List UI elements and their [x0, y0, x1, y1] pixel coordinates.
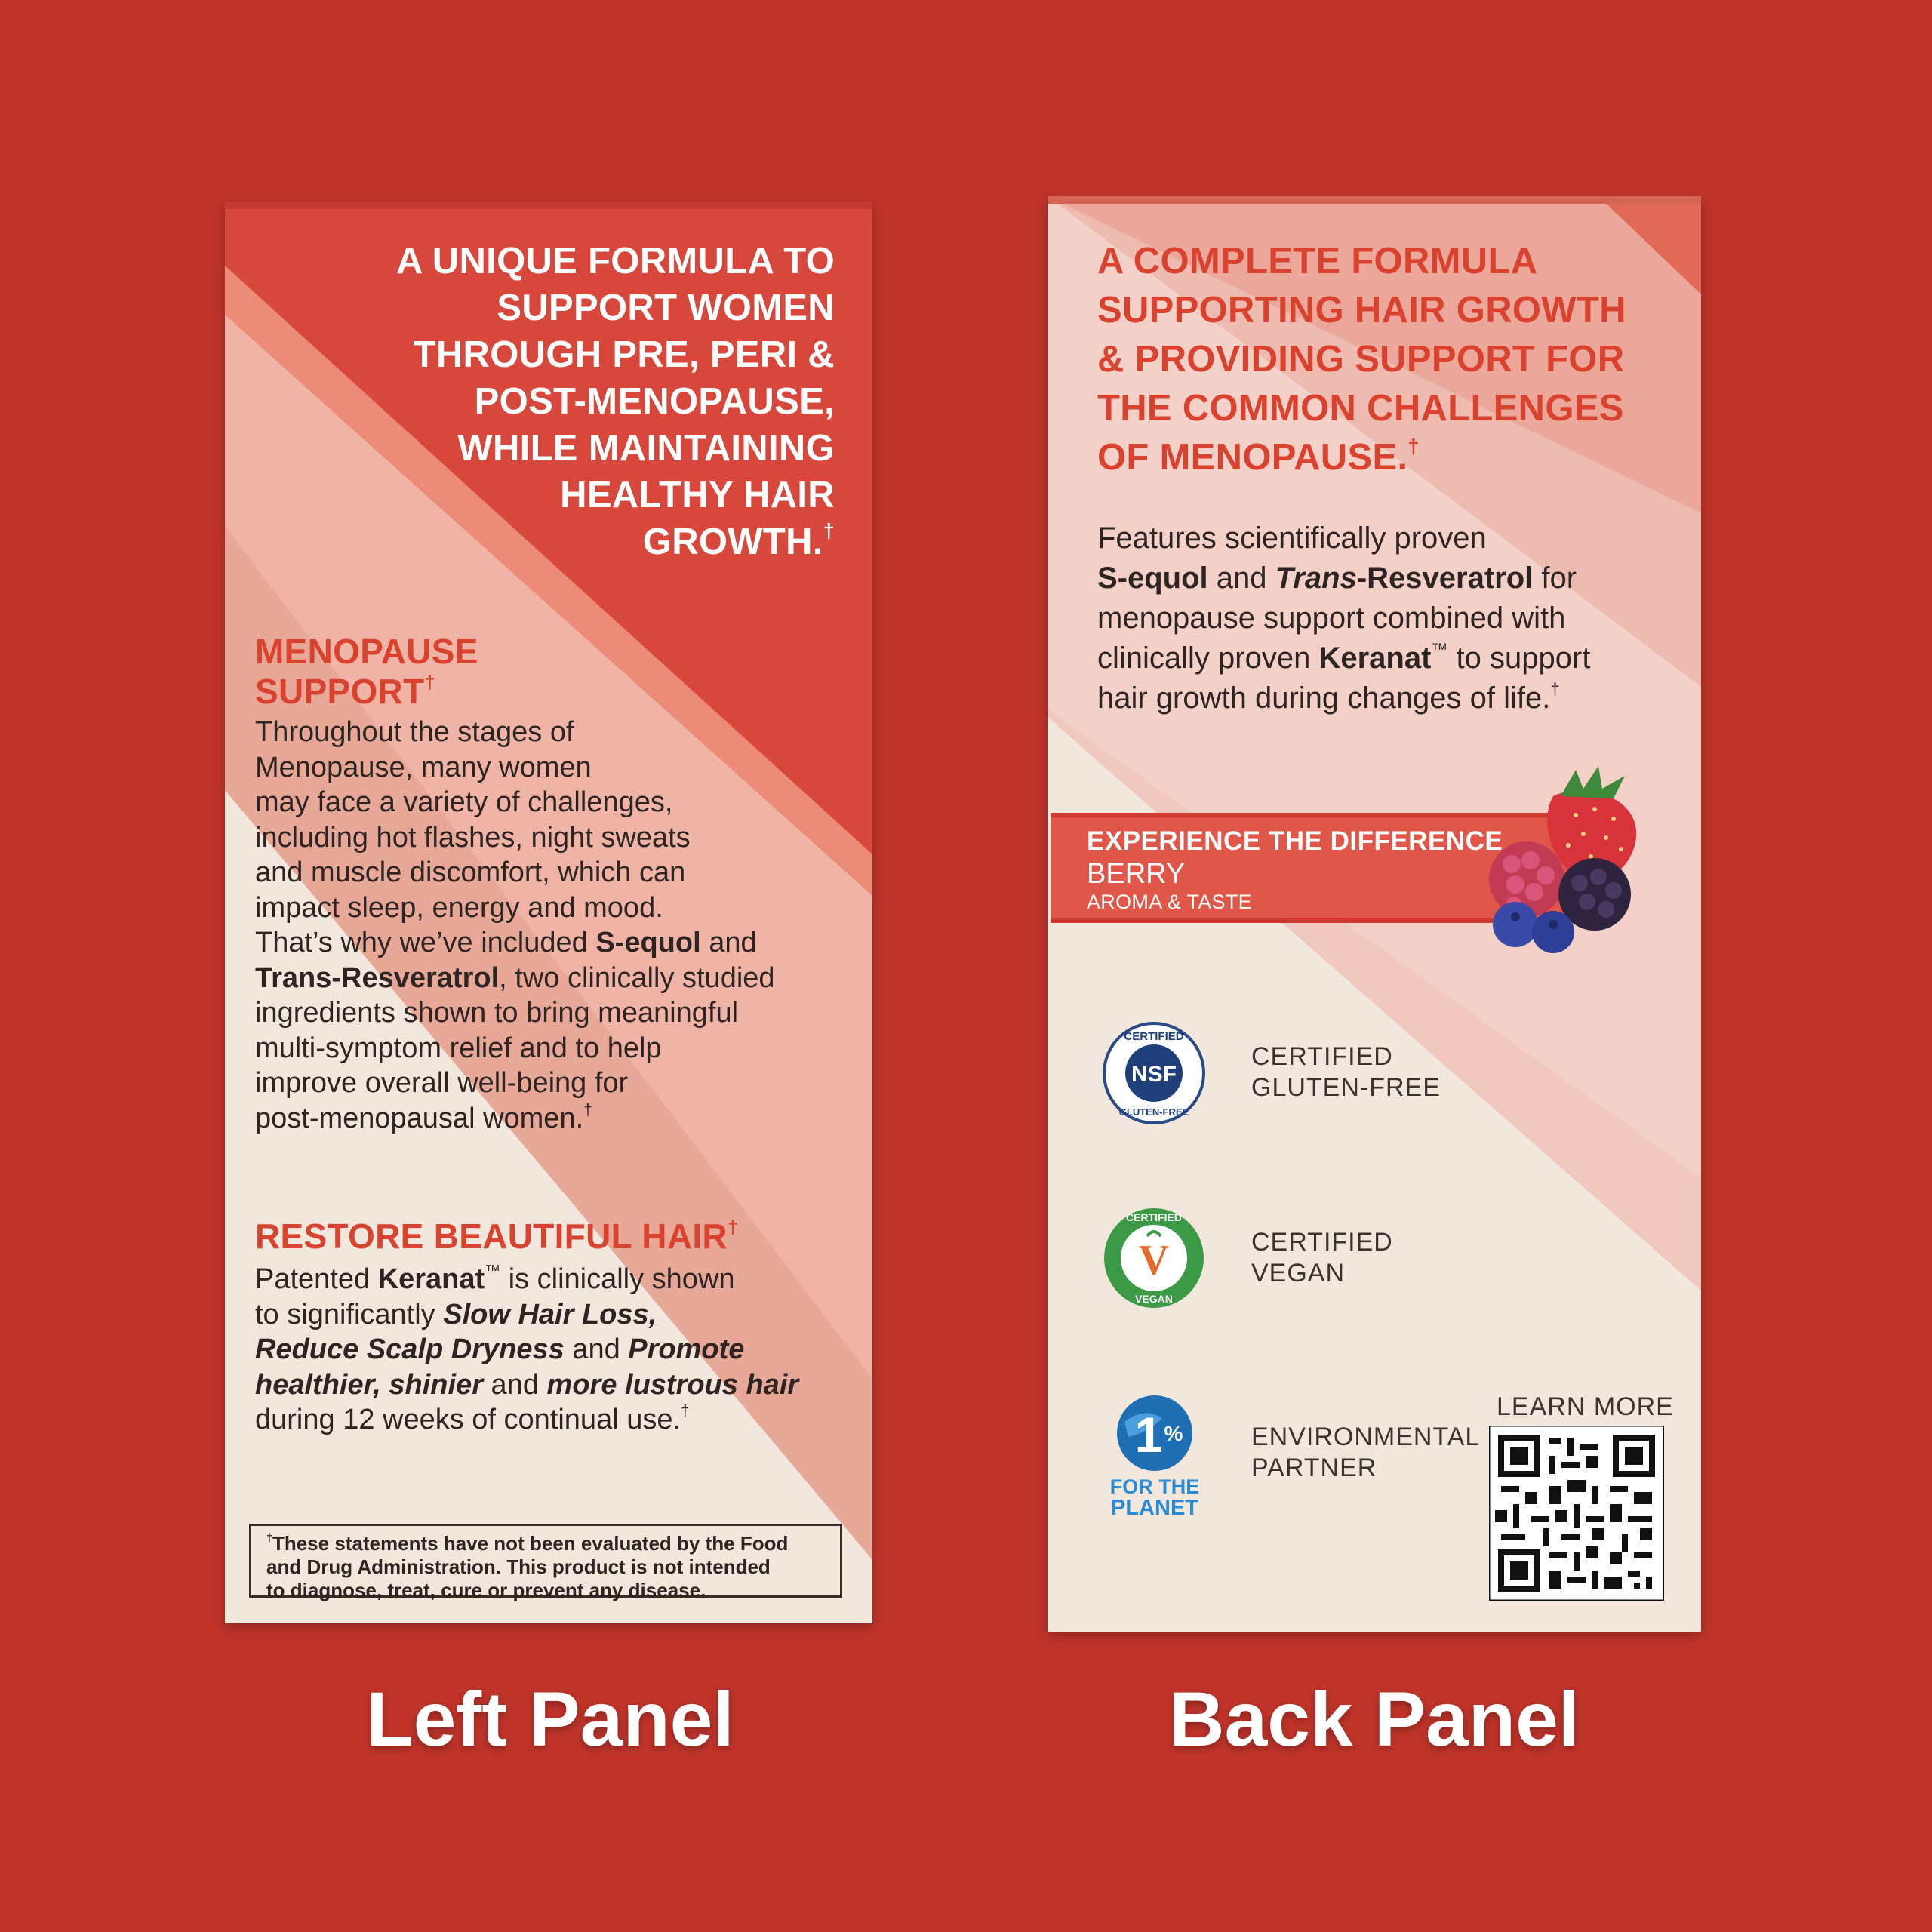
svg-text:GLUTEN-FREE: GLUTEN-FREE — [1118, 1106, 1189, 1118]
svg-text:CERTIFIED: CERTIFIED — [1124, 1030, 1184, 1043]
svg-text:VEGAN: VEGAN — [1135, 1293, 1173, 1305]
svg-text:CERTIFIED: CERTIFIED — [1126, 1211, 1182, 1223]
environmental-partner-label: ENVIRONMENTAL PARTNER — [1251, 1423, 1481, 1482]
restore-hair-body: Patented Keranat™ is clinically shown to significantly Slow Hair Loss, Reduce Scalp Dryness and Promote healthier, shinier and more lustrous hair during 12 weeks of continual use.† — [255, 1262, 799, 1435]
restore-hair-title: RESTORE BEAUTIFUL HAIR† — [255, 1216, 739, 1256]
svg-text:PLANET: PLANET — [1111, 1496, 1198, 1520]
svg-text:%: % — [1164, 1422, 1183, 1445]
back-panel-headline: A COMPLETE FORMULA SUPPORTING HAIR GROWTH & PROVIDING SUPPORT FOR THE COMMON CHALLENGES OF MENOPAUSE.† — [1097, 241, 1626, 478]
flavor-band-heading: EXPERIENCE THE DIFFERENCE — [1087, 826, 1503, 856]
flavor-subtitle: AROMA & TASTE — [1087, 891, 1252, 913]
gluten-free-label: CERTIFIED GLUTEN-FREE — [1251, 1042, 1441, 1102]
fda-disclaimer: †These statements have not been evaluated by the Food and Drug Administration. This product is not intended to diagnose, treat, cure or prevent any disease. — [249, 1524, 842, 1598]
flavor-name: BERRY — [1087, 858, 1186, 890]
svg-text:FOR THE: FOR THE — [1109, 1475, 1200, 1498]
menopause-support-body: Throughout the stages of Menopause, many women may face a variety of challenges, including hot flashes, night sweats and muscle discomfort, which can impact sleep, energy and mood. That’s why we’ve included S-equol and Trans-Resveratrol, two clinically studied ingredients shown to bring meaningful multi-symptom relief and to help improve overall well-being for post-menopausal women.† — [255, 716, 775, 1134]
nsf-gluten-free-icon — [1102, 1021, 1206, 1125]
back-panel — [1048, 196, 1701, 1632]
menopause-support-title: MENOPAUSE SUPPORT† — [255, 632, 478, 711]
left-panel-caption: Left Panel — [366, 1676, 734, 1762]
left-panel-headline: A UNIQUE FORMULA TO SUPPORT WOMEN THROUGH PRE, PERI & POST-MENOPAUSE, WHILE MAINTAINING HEALTHY HAIR GROWTH.† — [396, 241, 835, 562]
left-panel — [225, 202, 872, 1623]
svg-text:V: V — [1138, 1237, 1170, 1284]
learn-more-label: LEARN MORE — [1497, 1392, 1674, 1421]
qr-code-icon[interactable] — [1489, 1426, 1664, 1601]
berries-icon — [1470, 755, 1659, 958]
svg-text:1: 1 — [1134, 1407, 1163, 1463]
vegan-certified-icon — [1102, 1206, 1206, 1310]
vegan-label: CERTIFIED VEGAN — [1251, 1228, 1393, 1287]
one-percent-planet-icon — [1102, 1392, 1208, 1520]
svg-text:NSF: NSF — [1131, 1062, 1177, 1087]
back-panel-caption: Back Panel — [1168, 1676, 1580, 1762]
back-panel-description: Features scientifically proven S-equol and Trans-Resveratrol for menopause support combined with clinically proven Keranat™ to support hair growth during changes of life.† — [1097, 521, 1591, 715]
